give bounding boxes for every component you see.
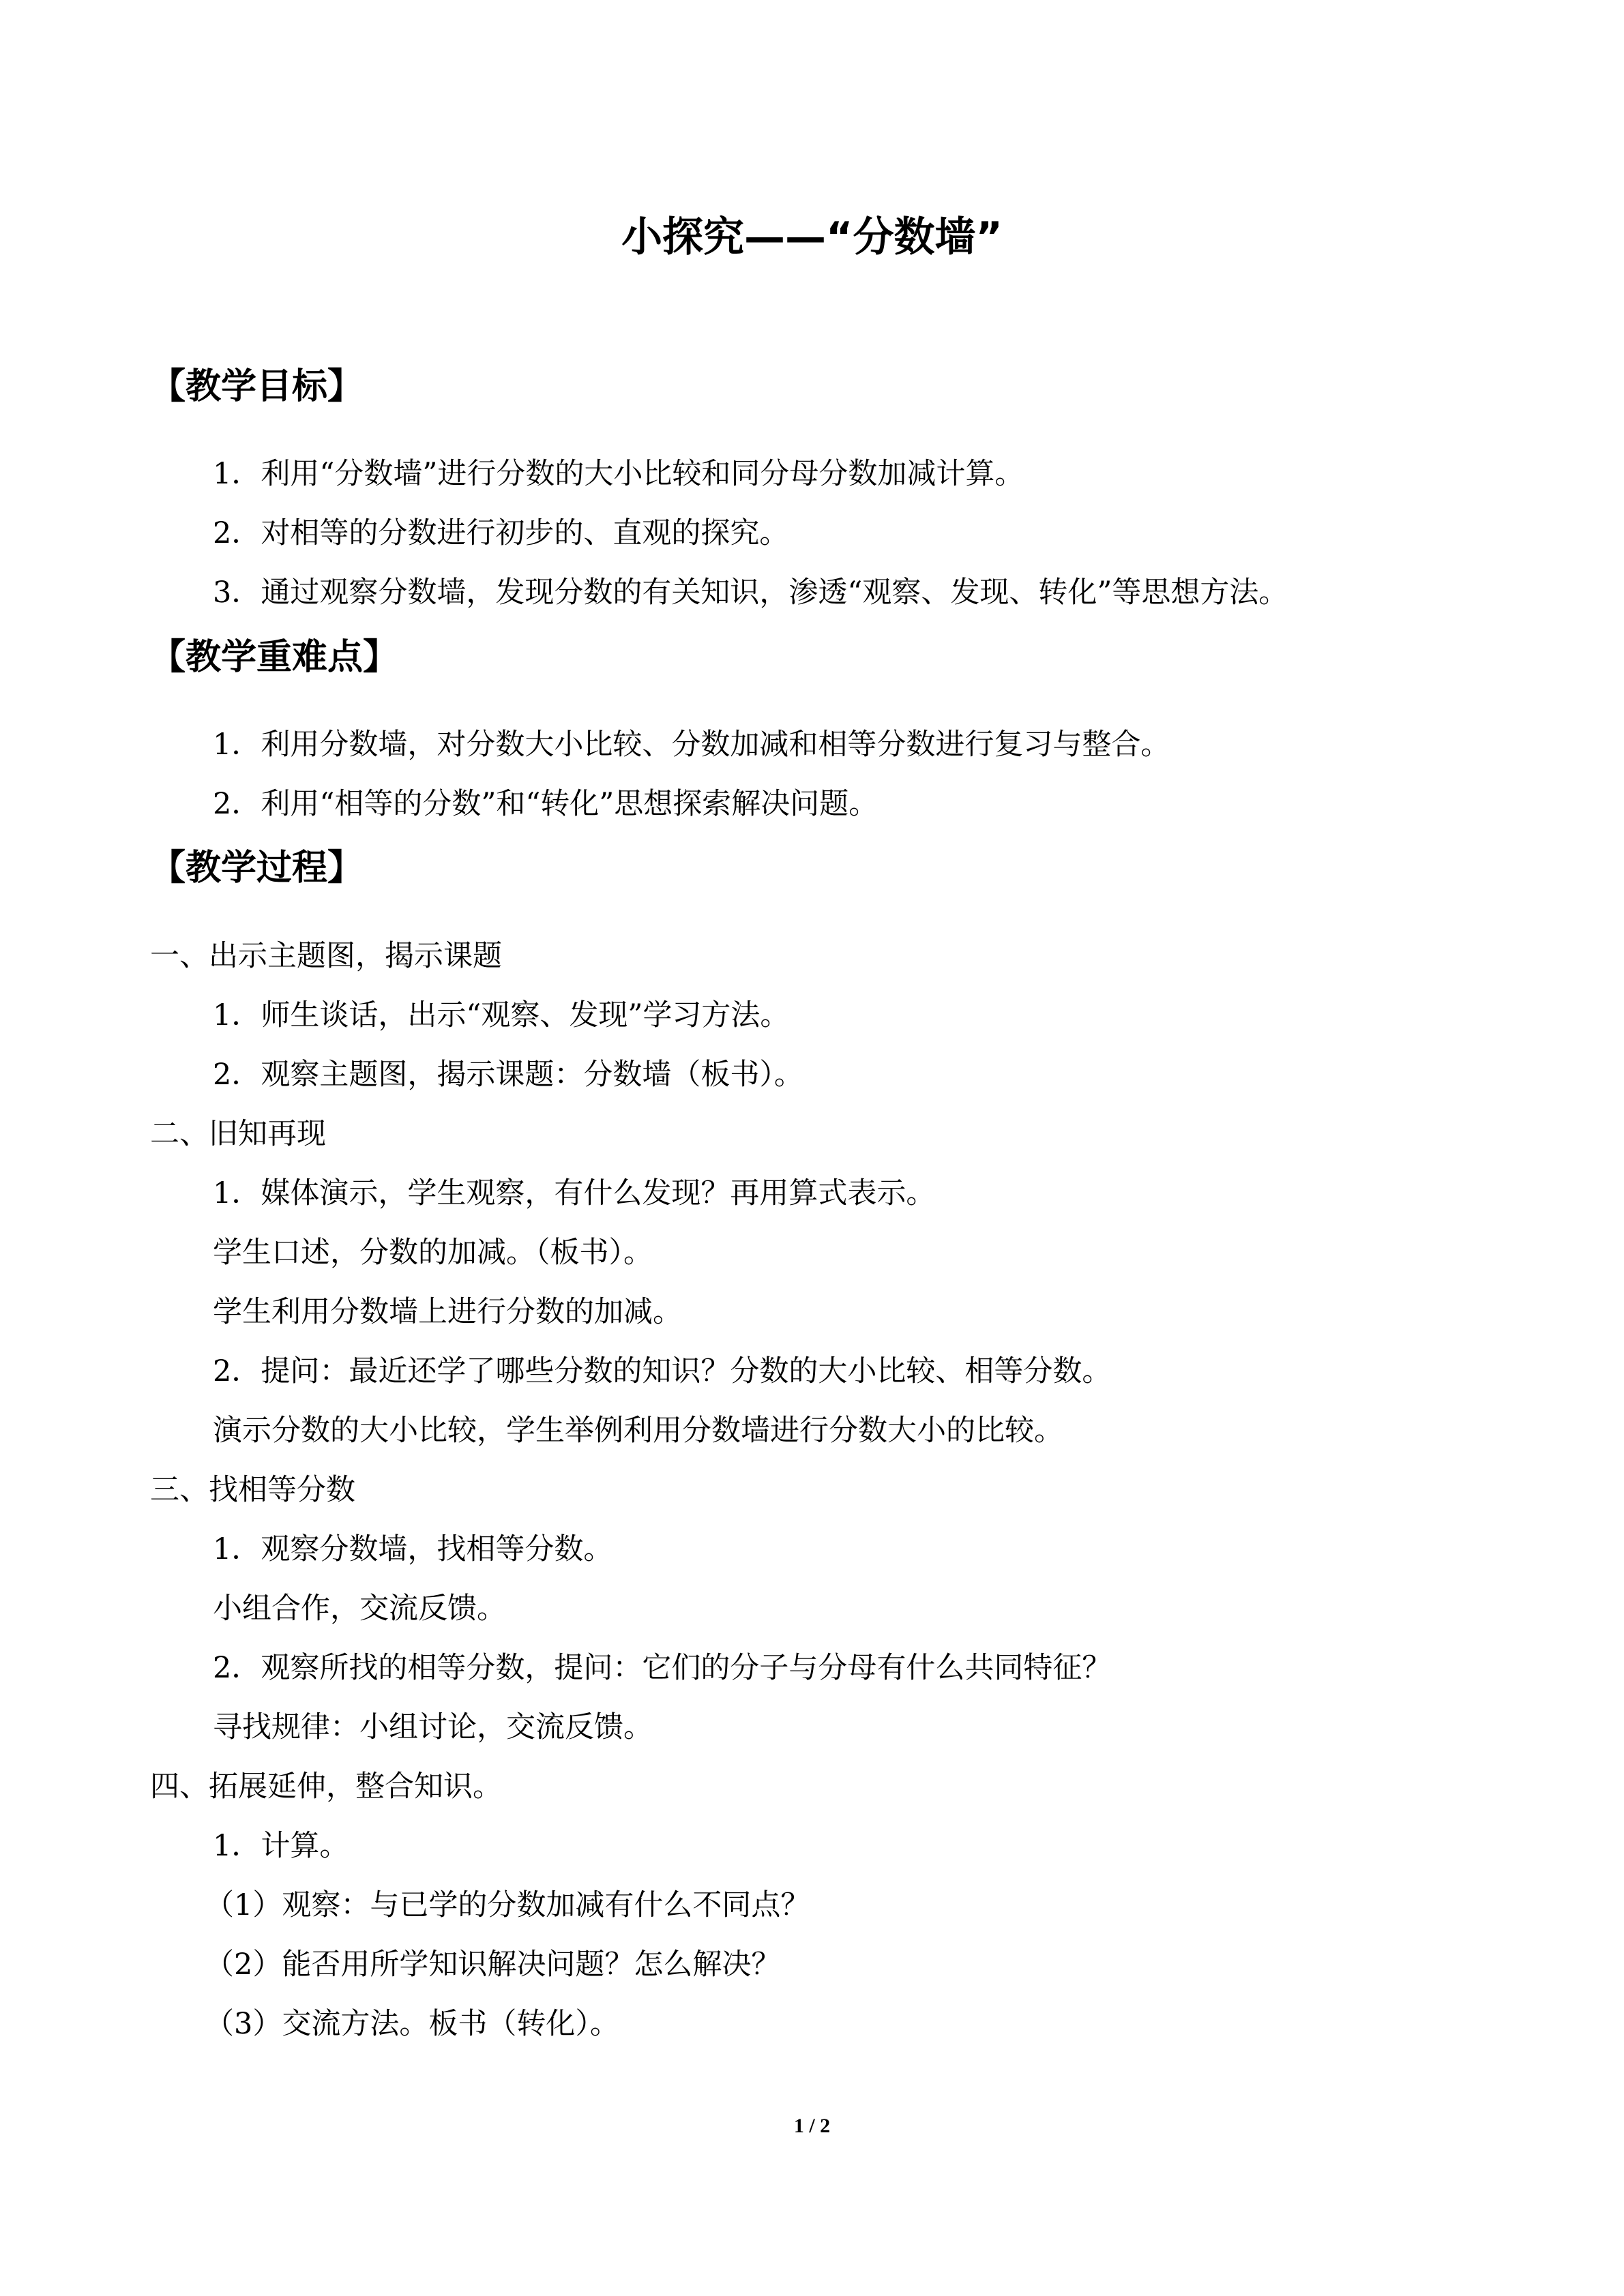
key-point-item-2: 2．利用“相等的分数”和“转化”思想探索解决问题。 xyxy=(213,787,879,821)
objective-item-1: 1．利用“分数墙”进行分数的大小比较和同分母分数加减计算。 xyxy=(213,457,1024,491)
process-part4-line-2: （1）观察：与已学的分数加减有什么不同点？ xyxy=(205,1888,810,1922)
objective-item-3: 3．通过观察分数墙，发现分数的有关知识，渗透“观察、发现、转化”等思想方法。 xyxy=(213,576,1288,610)
process-part3-line-3: 2．观察所找的相等分数，提问：它们的分子与分母有什么共同特征？ xyxy=(213,1651,1112,1685)
document-title: 小探究——“分数墙” xyxy=(621,213,1003,261)
process-part2-line-1: 1．媒体演示，学生观察，有什么发现？再用算式表示。 xyxy=(213,1176,936,1210)
process-part4-line-1: 1．计算。 xyxy=(213,1829,349,1863)
process-part2-line-5: 演示分数的大小比较，学生举例利用分数墙进行分数大小的比较。 xyxy=(213,1414,1063,1448)
process-part3-line-2: 小组合作，交流反馈。 xyxy=(213,1592,506,1626)
process-part2-line-4: 2．提问：最近还学了哪些分数的知识？分数的大小比较、相等分数。 xyxy=(213,1354,1112,1388)
process-part1-line-2: 2．观察主题图，揭示课题：分数墙（板书）。 xyxy=(213,1058,803,1092)
process-part4-line-3: （2）能否用所学知识解决问题？怎么解决？ xyxy=(205,1948,781,1982)
process-part1-line-1: 1．师生谈话，出示“观察、发现”学习方法。 xyxy=(213,998,790,1032)
process-part1-title: 一、出示主题图，揭示课题 xyxy=(150,939,502,973)
process-part4-title: 四、拓展延伸，整合知识。 xyxy=(150,1770,502,1804)
process-part3-line-1: 1．观察分数墙，找相等分数。 xyxy=(213,1532,613,1566)
process-part2-line-2: 学生口述，分数的加减。（板书）。 xyxy=(213,1236,653,1270)
heading-objectives: 【教学目标】 xyxy=(150,366,364,407)
process-part4-line-4: （3）交流方法。板书（转化）。 xyxy=(205,2007,619,2041)
page-number: 1 / 2 xyxy=(793,2115,831,2137)
process-part3-line-4: 寻找规律：小组讨论，交流反馈。 xyxy=(213,1710,653,1744)
process-part2-title: 二、旧知再现 xyxy=(150,1117,326,1151)
process-part2-line-3: 学生利用分数墙上进行分数的加减。 xyxy=(213,1295,682,1329)
process-part3-title: 三、找相等分数 xyxy=(150,1473,355,1507)
objective-item-2: 2．对相等的分数进行初步的、直观的探究。 xyxy=(213,516,789,550)
key-point-item-1: 1．利用分数墙，对分数大小比较、分数加减和相等分数进行复习与整合。 xyxy=(213,728,1170,762)
heading-key-points: 【教学重难点】 xyxy=(150,637,399,678)
heading-process: 【教学过程】 xyxy=(150,848,364,889)
